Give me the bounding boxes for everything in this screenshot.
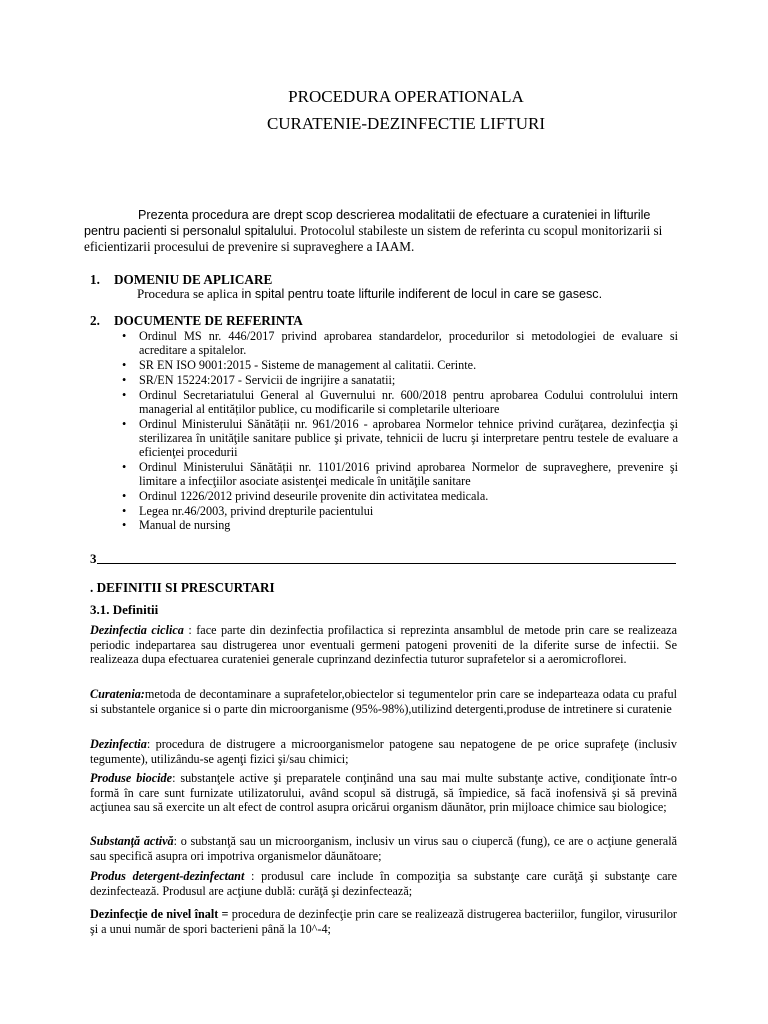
- reference-text: Manual de nursing: [139, 518, 231, 533]
- section1-text-a: Procedura se aplica: [137, 286, 239, 301]
- bullet-icon: •: [122, 416, 127, 431]
- list-item: [122, 388, 678, 416]
- page-number: 3: [90, 551, 97, 566]
- bullet-icon: •: [122, 488, 127, 503]
- reference-text: Ordinul 1226/2012 privind deseurile provenite din activitatea medicala.: [139, 488, 489, 503]
- section2-title: DOCUMENTE DE REFERINTA: [114, 313, 303, 328]
- section3-heading: . DEFINITII SI PRESCURTARI: [90, 580, 275, 595]
- reference-text: Ordinul Secretariatului General al Guvernului nr. 600/2018 pentru aprobarea Codului controlului intern managerial al entităților publice, cu modificarile si completarile ulterioare: [139, 387, 678, 416]
- definition-paragraph: [90, 623, 677, 667]
- definition-text: : procedura de distrugere a microorganismelor patogene sau nepatogene de pe orice suprafeţe (inclusiv tegumente), utilizându-se agenţi fizici şi/sau chimici;: [90, 737, 677, 766]
- section2-number: 2.: [90, 313, 100, 328]
- definition-text: : substanţele active şi preparatele conţinând una sau mai multe substanţe active, condiţionate într-o formă în care sunt furnizate utilizatorului, având scopul să distrugă, să împiedice, să facă inofensivă şi să prevină acţiunea sau să exercite un alt efect de control asupra oricărui organism dăunător, prin mijloace chimice sau biologice;: [90, 771, 677, 815]
- section1-text: [137, 286, 602, 302]
- list-item: [122, 460, 678, 488]
- list-item: [122, 373, 678, 387]
- list-item: [122, 417, 678, 460]
- reference-text: Ordinul Ministerului Sănătății nr. 1101/2016 privind aprobarea Normelor de supraveghere, prevenire şi limitare a infecţiilor asociate asistenţei medicale în unităţile sanitare: [139, 459, 678, 488]
- definition-text: : o substanţă sau un microorganism, inclusiv un virus sau o ciupercă (fung), ce are o acţiune generală sau specifică asupra ori impotriva organismelor dăunătoare;: [90, 834, 677, 863]
- definition-text: : produsul care include în compoziţia sa substanţe care curăţă şi substanţe care dezinfectează. Produsul are acţiune dublă: curăţă şi dezinfectează;: [90, 869, 677, 898]
- definition-term: Dezinfectia ciclica: [90, 623, 184, 637]
- definition-term: Produs detergent-dezinfectant: [90, 869, 245, 883]
- reference-list: [122, 329, 678, 533]
- reference-text: Ordinul MS nr. 446/2017 privind aprobarea standardelor, procedurilor si metodologiei de evaluare si acreditare a spitalelor.: [139, 329, 678, 358]
- section3-subheading: 3.1. Definitii: [90, 602, 159, 617]
- list-item: [122, 518, 678, 532]
- reference-text: Ordinul Ministerului Sănătății nr. 961/2016 - aprobarea Normelor tehnice privind curăţarea, dezinfecţia şi sterilizarea în unităţile sanitare publice şi private, tehnicii de lucru şi interpretare pentru testele de evaluare a eficienţei procedurii: [139, 416, 678, 459]
- definition-text: : face parte din dezinfectia profilactica si reprezinta ansamblul de metode prin care se realizeaza periodic indepartarea sau distrugerea unor eventuali germeni patogeni proveniti de la diferite surse de infectii. Se realizeaza dupa efectuarea curateniei generale cuprinzand dezinfectia tuturor suprafetelor si a aeromicroflorei.: [90, 623, 677, 667]
- list-item: [122, 504, 678, 518]
- bullet-icon: •: [122, 518, 127, 533]
- reference-text: SR/EN 15224:2017 - Servicii de ingrijire a sanatatii;: [139, 372, 396, 387]
- definition-term: Produse biocide: [90, 771, 173, 785]
- definition-term: Curatenia:: [90, 687, 145, 701]
- intro-part2: Protocolul stabileste un sistem de referinta cu scopul monitorizarii si eficientizarii procesului de prevenire si supraveghere a IAAM.: [84, 223, 663, 254]
- definition-term: Substanţă activă: [90, 834, 174, 848]
- reference-text: SR EN ISO 9001:2015 - Sisteme de management al calitatii. Cerinte.: [139, 358, 477, 372]
- intro-paragraph: [84, 207, 674, 254]
- reference-text: Legea nr.46/2003, privind drepturile pacientului: [139, 503, 374, 518]
- definition-text: procedura de dezinfecţie prin care se realizează distrugerea bacteriilor, fungilor, virusurilor şi a unui număr de spori bacterieni până la 10^-4;: [90, 907, 677, 936]
- list-item: [122, 358, 678, 372]
- bullet-icon: •: [122, 459, 127, 474]
- definition-paragraph: [90, 869, 677, 898]
- horizontal-divider: [97, 563, 676, 564]
- definition-paragraph: [90, 907, 677, 936]
- bullet-icon: •: [122, 329, 127, 343]
- definition-text: metoda de decontaminare a suprafetelor,obiectelor si tegumentelor prin care se indeparteaza odata cu praful si substantele organice si o parte din microorganisme (95%-98%),utilizind detergenti,produse de intretinere si curatenie: [90, 687, 677, 716]
- document-title: PROCEDURA OPERATIONALA: [288, 87, 524, 106]
- section2-heading: [90, 313, 303, 329]
- bullet-icon: •: [122, 358, 127, 372]
- bullet-icon: •: [122, 372, 127, 387]
- definition-paragraph: [90, 737, 677, 766]
- section1-title: DOMENIU DE APLICARE: [114, 272, 273, 287]
- document-subtitle: CURATENIE-DEZINFECTIE LIFTURI: [266, 114, 546, 133]
- definition-paragraph: [90, 687, 677, 716]
- bullet-icon: •: [122, 387, 127, 402]
- list-item: [122, 329, 678, 357]
- intro-part1: Prezenta procedura are drept scop descrierea modalitatii de efectuare a curateniei in lifturile pentru pacienti si personalul spitalului.: [84, 208, 651, 238]
- definition-term: Dezinfectia: [90, 737, 147, 751]
- definition-term: Dezinfecţie de nivel înalt =: [90, 907, 229, 921]
- section1-number: 1.: [90, 272, 100, 287]
- definition-paragraph: [90, 834, 677, 863]
- section1-text-b: in spital pentru toate lifturile indiferent de locul in care se gasesc.: [238, 287, 603, 301]
- list-item: [122, 489, 678, 503]
- bullet-icon: •: [122, 503, 127, 518]
- definition-paragraph: [90, 771, 677, 815]
